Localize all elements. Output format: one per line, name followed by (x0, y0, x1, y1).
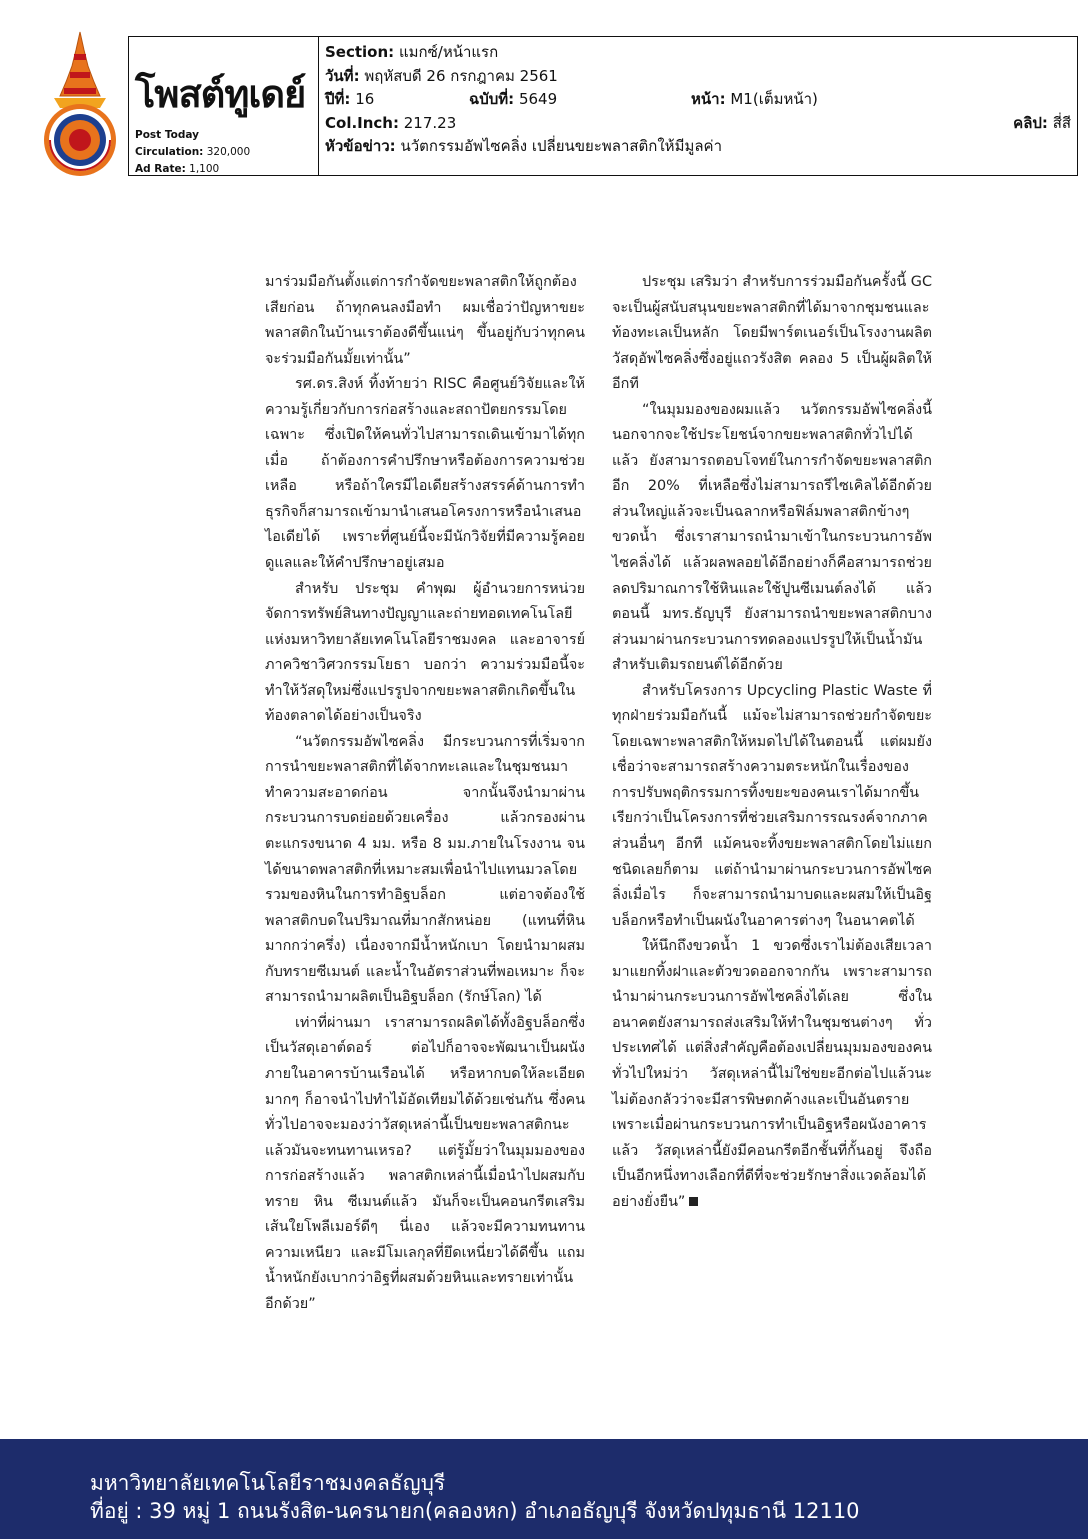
publication-brand (129, 37, 319, 175)
colinch-row: Col.Inch: 217.23 คลิป: สี่สี (325, 113, 1071, 132)
footer-university-name: มหาวิทยาลัยเทคโนโลยีราชมงคลธัญบุรี (90, 1471, 446, 1495)
circulation: Circulation: 320,000 (135, 146, 251, 158)
article-paragraph: มาร่วมมือกันตั้งแต่การกำจัดขยะพลาสติกให้ถูกต้องเสียก่อน ถ้าทุกคนลงมือทำ ผมเชื่อว่าปัญหาขยะพลาสติกในบ้านเราต้องดีขึ้นแน่ๆ ขึ้นอยู่กับว่าทุกคนจะร่วมมือกันมั้ยเท่านั้น” (265, 274, 585, 367)
university-footer (0, 1439, 1088, 1539)
article-paragraph: สำหรับ ประชุม คำพุฒ ผู้อำนวยการหน่วยจัดการทรัพย์สินทางปัญญาและถ่ายทอดเทคโนโลยี แห่งมหาวิทยาลัยเทคโนโลยีราชมงคล และอาจารย์ภาควิชาวิศวกรรมโยธา บอกว่า ความร่วมมือนี้จะทำให้วัสดุใหม่ซึ่งแปรรูปจากขยะพลาสติกเกิดขึ้นในท้องตลาดได้อย่างเป็นจริง (265, 580, 585, 725)
article-column-left (265, 270, 585, 1317)
article-column-right (612, 270, 932, 1215)
headline-row: หัวข้อข่าว: นวัตกรรมอัพไซคลิ่ง เปลี่ยนขยะพลาสติกให้มีมูลค่า (325, 137, 722, 155)
footer-address: ที่อยู่ : 39 หมู่ 1 ถนนรังสิต-นครนายก(คลองหก) อำเภอธัญบุรี จังหวัดปทุมธานี 12110 (90, 1499, 860, 1523)
end-of-article-mark (689, 1197, 698, 1206)
publication-label-en: Post Today (135, 129, 199, 141)
date-row: วันที่: พฤหัสบดี 26 กรกฎาคม 2561 (325, 66, 558, 85)
article-paragraph: เท่าที่ผ่านมา เราสามารถผลิตได้ทั้งอิฐบล็อกซึ่งเป็นวัสดุเอาต์ดอร์ ต่อไปก็อาจจะพัฒนาเป็นผนังภายในอาคารบ้านเรือนได้ หรือหากบดให้ละเอียดมากๆ ก็อาจนำไปทำไม้อัดเทียมได้ด้วยเช่นกัน ซึ่งคนทั่วไปอาจจะมองว่าวัสดุเหล่านี้เป็นขยะพลาสติกนะ แล้วมันจะทนทานเหรอ? แต่รู้มั้ยว่าในมุมมองของการก่อสร้างแล้ว พลาสติกเหล่านี้เมื่อนำไปผสมกับทราย หิน ซีเมนต์แล้ว มันก็จะเป็นคอนกรีตเสริมเส้นใยโพลีเมอร์ดีๆ นี่เอง แล้วจะมีความทนทาน ความเหนียว และมีโมเลกุลที่ยึดเหนี่ยวได้ดีขึ้น แถมน้ำหนักยังเบากว่าอิฐที่ผสมด้วยหินและทรายเท่านั้นอีกด้วย” (265, 1014, 585, 1312)
publication-meta (135, 127, 250, 178)
publication-name: โพสต์ทูเดย์ (135, 72, 306, 116)
article-paragraph: รศ.ดร.สิงห์ ทิ้งท้ายว่า RISC คือศูนย์วิจัยและให้ความรู้เกี่ยวกับการก่อสร้างและสถาปัตยกรรมโดยเฉพาะ ซึ่งเปิดให้คนทั่วไปสามารถเดินเข้ามาได้ทุกเมื่อ ถ้าต้องการคำปรึกษาหรือต้องการความช่วยเหลือ หรือถ้าใครมีไอเดียสร้างสรรค์ด้านการทำธุรกิจก็สามารถเข้ามานำเสนอโครงการหรือนำเสนอไอเดียได้ เพราะที่ศูนย์นี้จะมีนักวิจัยที่มีความรู้คอยดูแลและให้คำปรึกษาอยู่เสมอ (265, 376, 585, 572)
article-paragraph: “ในมุมมองของผมแล้ว นวัตกรรมอัพไซคลิ่งนี้นอกจากจะใช้ประโยชน์จากขยะพลาสติกทั่วไปได้แล้ว ยังสามารถตอบโจทย์ในการกำจัดขยะพลาสติกอีก 20% ที่เหลือซึ่งไม่สามารถรีไซเคิลได้อีกด้วย ส่วนใหญ่แล้วจะเป็นฉลากหรือฟิล์มพลาสติกข้างๆ ขวดน้ำ ซึ่งเราสามารถนำมาเข้าในกระบวนการอัพไซคลิ่งได้ แล้วผลพลอยได้อีกอย่างก็คือสามารถช่วยลดปริมาณการใช้หินและใช้ปูนซีเมนต์ลงได้ แล้วตอนนี้ มทร.ธัญบุรี ยังสามารถนำขยะพลาสติกบางส่วนมาผ่านกระบวนการทดลองแปรรูปให้เป็นน้ำมันสำหรับเติมรถยนต์ได้อีกด้วย (612, 401, 932, 674)
article-paragraph: ประชุม เสริมว่า สำหรับการร่วมมือกันครั้งนี้ GC จะเป็นผู้สนับสนุนขยะพลาสติกที่ได้มาจากชุมชนและท้องทะเลเป็นหลัก โดยมีพาร์ตเนอร์เป็นโรงงานผลิตวัสดุอัพไซคลิ่งซึ่งอยู่แถวรังสิต คลอง 5 เป็นผู้ผลิตให้อีกที (612, 274, 932, 393)
article-paragraph: “นวัตกรรมอัพไซคลิ่ง มีกระบวนการที่เริ่มจากการนำขยะพลาสติกที่ได้จากทะเลและในชุมชนมาทำความสะอาดก่อน จากนั้นจึงนำมาผ่านกระบวนการบดย่อยด้วยเครื่อง แล้วกรองผ่านตะแกรงขนาด 4 มม. หรือ 8 มม.ภายในโรงงาน จนได้ขนาดพลาสติกที่เหมาะสมเพื่อนำไปแทนมวลโดยรวมของหินในการทำอิฐบล็อก แต่อาจต้องใช้พลาสติกบดในปริมาณที่มากสักหน่อย (แทนที่หินมากกว่าครึ่ง) เนื่องจากมีน้ำหนักเบา โดยนำมาผสมกับทรายซีเมนต์ และน้ำในอัตราส่วนที่พอเหมาะ ก็จะสามารถนำมาผลิตเป็นอิฐบล็อก (รักษ์โลก) ได้ (265, 733, 585, 1006)
clipping-info (325, 41, 1071, 159)
ad-rate: Ad Rate: 1,100 (135, 163, 220, 175)
section-row: Section: แมกซ์/หน้าแรก (325, 43, 499, 61)
article-paragraph: สำหรับโครงการ Upcycling Plastic Waste ที่ทุกฝ่ายร่วมมือกันนี้ แม้จะไม่สามารถช่วยกำจัดขยะโดยเฉพาะพลาสติกให้หมดไปได้ในตอนนี้ แต่ผมยังเชื่อว่าจะสามารถสร้างความตระหนักในเรื่องของการปรับพฤติกรรมการทิ้งขยะของคนเราได้มากขึ้น เรียกว่าเป็นโครงการที่ช่วยเสริมการรณรงค์จากภาคส่วนอื่นๆ อีกที แม้คนจะทิ้งขยะพลาสติกโดยไม่แยกชนิดเลยก็ตาม แต่ถ้านำมาผ่านกระบวนการอัพไซคลิ่งเมื่อไร ก็จะสามารถนำมาบดและผสมให้เป็นอิฐบล็อกหรือทำเป็นผนังในอาคารต่างๆ ในอนาคตได้ (612, 682, 932, 929)
article-paragraph-last: ให้นึกถึงขวดน้ำ 1 ขวดซึ่งเราไม่ต้องเสียเวลามาแยกทิ้งฝาและตัวขวดออกจากกัน เพราะสามารถนำมาผ่านกระบวนการอัพไซคลิ่งได้เลย ซึ่งในอนาคตยังสามารถส่งเสริมให้ทำในชุมชนต่างๆ ทั่วประเทศได้ แต่สิ่งสำคัญคือต้องเปลี่ยนมุมมองของคนทั่วไปใหม่ว่า วัสดุเหล่านี้ไม่ใช่ขยะอีกต่อไปแล้วนะ ไม่ต้องกลัวว่าจะมีสารพิษตกค้างและเป็นอันตราย เพราะเมื่อผ่านกระบวนการทำเป็นอิฐหรือผนังอาคารแล้ว วัสดุเหล่านี้ยังมีคอนกรีตอีกชั้นที่กั้นอยู่ จึงถือเป็นอีกหนึ่งทางเลือกที่ดีที่จะช่วยรักษาสิ่งแวดล้อมได้อย่างยั่งยืน” (612, 938, 932, 1210)
university-seal-logo (40, 30, 120, 180)
clipping-header (128, 36, 1078, 176)
issue-row: ปีที่: 16 ฉบับที่: 5649 หน้า: M1(เต็มหน้า) (325, 90, 818, 108)
